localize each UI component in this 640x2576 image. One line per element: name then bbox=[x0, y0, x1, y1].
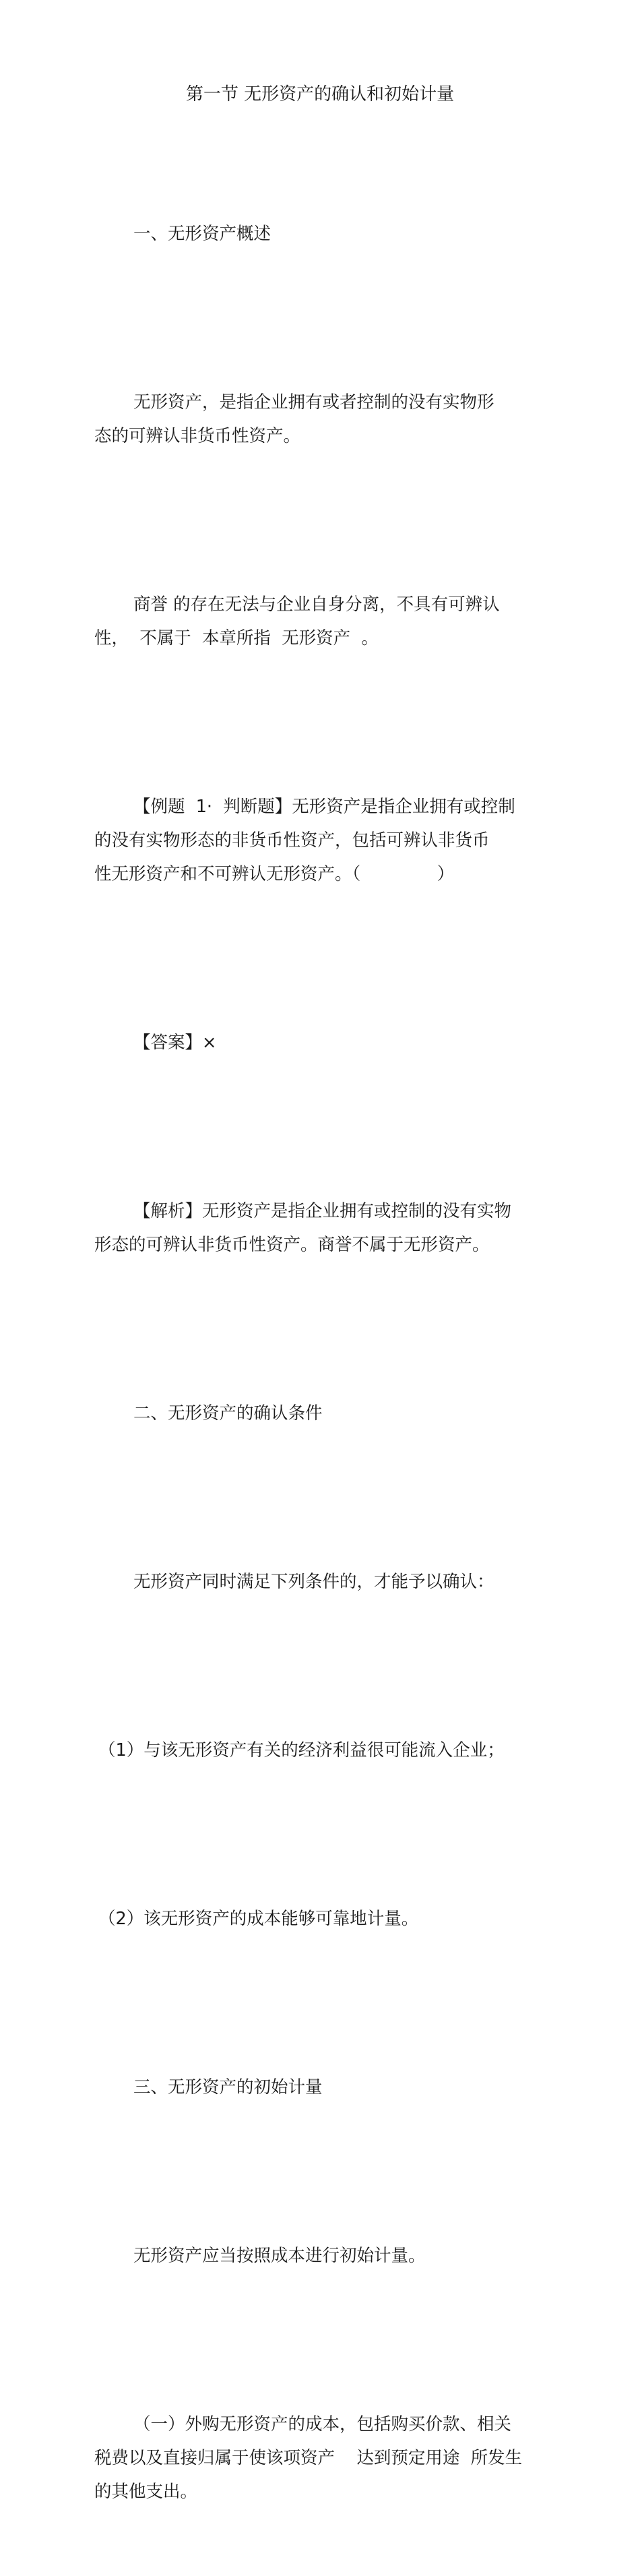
text-line: （2）该无形资产的成本能够可靠地计量。 bbox=[98, 1909, 419, 1929]
section-title: 第一节 无形资产的确认和初始计量 bbox=[185, 84, 455, 104]
text-line: 【例题 1· 判断题】无形资产是指企业拥有或控制 bbox=[133, 797, 515, 817]
heading-overview bbox=[94, 150, 539, 318]
paragraph-conditions bbox=[94, 1498, 539, 1666]
text-line: 的其他支出。 bbox=[94, 2482, 198, 2502]
paragraph-purchased-cost bbox=[94, 2340, 539, 2576]
text-line: 二、无形资产的确认条件 bbox=[133, 1403, 323, 1423]
text-line: （1）与该无形资产有关的经济利益很可能流入企业； bbox=[98, 1740, 505, 1760]
example-answer bbox=[94, 958, 539, 1127]
text-line: 税费以及直接归属于使该项资产 达到预定用途 所发生 bbox=[94, 2448, 523, 2468]
text-line: 三、无形资产的初始计量 bbox=[133, 2077, 323, 2097]
document-body bbox=[94, 150, 539, 2576]
text-line: 态的可辨认非货币性资产。 bbox=[94, 426, 301, 446]
text-line: 无形资产同时满足下列条件的，才能予以确认： bbox=[133, 1572, 494, 1592]
text-line: 无形资产应当按照成本进行初始计量。 bbox=[133, 2246, 426, 2266]
example-explanation bbox=[94, 1127, 539, 1329]
text-line: 无形资产，是指企业拥有或者控制的没有实物形 bbox=[133, 392, 494, 412]
condition-2 bbox=[98, 1835, 539, 2003]
example-question bbox=[94, 723, 539, 958]
text-line: 性无形资产和不可辨认无形资产。（ ） bbox=[94, 864, 455, 884]
heading-recognition bbox=[94, 1329, 539, 1498]
text-line: 性， 不属于 本章所指 无形资产 。 bbox=[94, 628, 379, 648]
text-line: 一、无形资产概述 bbox=[133, 224, 271, 244]
text-line: 【答案】× bbox=[133, 1033, 217, 1053]
heading-initial-measurement bbox=[94, 2003, 539, 2172]
text-line: 的没有实物形态的非货币性资产，包括可辨认非货币 bbox=[94, 830, 490, 851]
paragraph-cost-basis bbox=[94, 2172, 539, 2340]
text-line: 形态的可辨认非货币性资产。商誉不属于无形资产。 bbox=[94, 1235, 490, 1255]
text-line: 【解析】无形资产是指企业拥有或控制的没有实物 bbox=[133, 1201, 512, 1221]
paragraph-goodwill bbox=[94, 520, 539, 723]
text-line: 商誉 的存在无法与企业自身分离，不具有可辨认 bbox=[133, 594, 500, 615]
paragraph-definition bbox=[94, 318, 539, 520]
text-line: （一）外购无形资产的成本，包括购买价款、相关 bbox=[133, 2414, 512, 2434]
condition-1 bbox=[98, 1666, 539, 1835]
